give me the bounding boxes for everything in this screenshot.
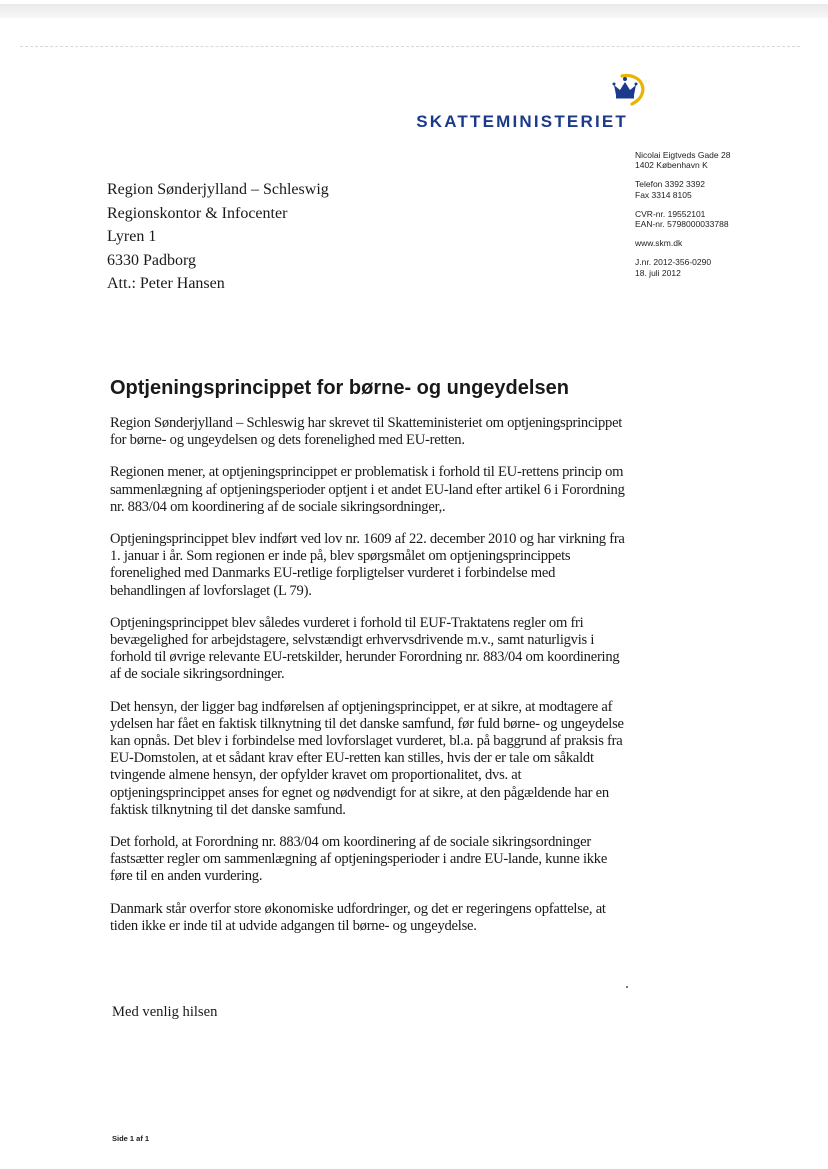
sender-address (635, 150, 730, 170)
sender-web: www.skm.dk (635, 238, 683, 249)
journal-number: J.nr. 2012-356-0290 (635, 257, 712, 268)
sender-ean: EAN-nr. 5798000033788 (635, 219, 729, 230)
scan-edge (0, 4, 828, 18)
letter-date: 18. juli 2012 (635, 267, 681, 278)
page-number: Side 1 af 1 (112, 1134, 150, 1143)
sender-reference (635, 257, 730, 277)
recipient-office: Regionskontor & Infocenter (107, 204, 288, 222)
scan-artifact-line (20, 46, 800, 48)
paragraph-6: Det forhold, at Forordning nr. 883/04 om koordinering af de sociale sikringsordninger fastsætter regler om sammenlægning af optjeningsperioder i andre EU-lande, kunne ikke føre til en anden vurdering. (110, 834, 608, 885)
paragraph-3: Optjeningsprincippet blev indført ved lov nr. 1609 af 22. december 2010 og har virkning fra 1. januar i år. Som regionen er inde på, blev spørgsmålet om optjeningsprincippets forenelighed med Danmarks EU-retlige forpligtelser vurderet i forbindelse med behandlingen af lovforslaget (L 79). (110, 531, 625, 599)
recipient-name: Region Sønderjylland – Schleswig (107, 181, 329, 198)
recipient-attention: Att.: Peter Hansen (107, 275, 225, 292)
sender-fax: Fax 3314 8105 (635, 189, 692, 200)
recipient-street: Lyren 1 (107, 228, 157, 245)
sender-city: 1402 København K (635, 160, 708, 171)
closing-greeting: Med venlig hilsen (112, 1004, 218, 1020)
sender-registration (635, 209, 730, 229)
sender-phone: Telefon 3392 3392 (635, 179, 705, 190)
ministry-logo-text: SKATTEMINISTERIET (416, 112, 628, 131)
paragraph-4: Optjeningsprincippet blev således vurderet i forhold til EUF-Traktatens regler om fri bevægelighed for arbejdstagere, selvstændigt erhvervsdrivende m.v., samt naturligvis i forhold til øvrige relevante EU-retskilder, herunder Forordning nr. 883/04 om koordinering af de sociale sikringsordninger. (110, 614, 620, 683)
recipient-address (107, 178, 329, 296)
scan-speck (626, 986, 628, 988)
crown-logo-icon (608, 72, 648, 106)
recipient-city: 6330 Padborg (107, 251, 197, 269)
letter-title: Optjeningsprincippet for børne- og ungeydelsen (110, 377, 569, 399)
sender-contact (635, 179, 730, 199)
sender-info (635, 150, 730, 287)
sender-cvr: CVR-nr. 19552101 (635, 208, 706, 219)
paragraph-7: Danmark står overfor store økonomiske udfordringer, og det er regeringens opfattelse, at tiden ikke er inde til at udvide adgangen til børne- og ungeydelse. (110, 900, 606, 934)
paragraph-1: Region Sønderjylland – Schleswig har skrevet til Skatteministeriet om optjeningsprincippet for børne- og ungeydelsen og dets forenelighed med EU-retten. (110, 415, 623, 449)
sender-street: Nicolai Eigtveds Gade 28 (635, 150, 731, 160)
paragraph-5: Det hensyn, der ligger bag indførelsen af optjeningsprincippet, er at sikre, at modtagere af ydelsen har fået en faktisk tilknytning til det danske samfund, før fuld børne- og ungeydelse kan opnås. Det blev i forbindelse med lovforslaget vurderet, bl.a. på baggrund af praksis fra EU-Domstolen, at et sådant krav efter EU-retten kan stilles, hvis der er tale om såkaldt tvingende almene hensyn, der opfylder kravet om proportionalitet, dvs. at optjeningsprincippet anses for egnet og nødvendigt for at sikre, at den pågældende har en faktisk tilknytning til det danske samfund. (110, 698, 624, 818)
letter-body (110, 415, 630, 950)
paragraph-2: Regionen mener, at optjeningsprincippet er problematisk i forhold til EU-rettens princip om sammenlægning af optjeningsperioder optjent i et andet EU-land efter artikel 6 i Forordning nr. 883/04 om koordinering af de sociale sikringsordninger,. (110, 464, 625, 515)
sender-web-group (635, 238, 730, 248)
